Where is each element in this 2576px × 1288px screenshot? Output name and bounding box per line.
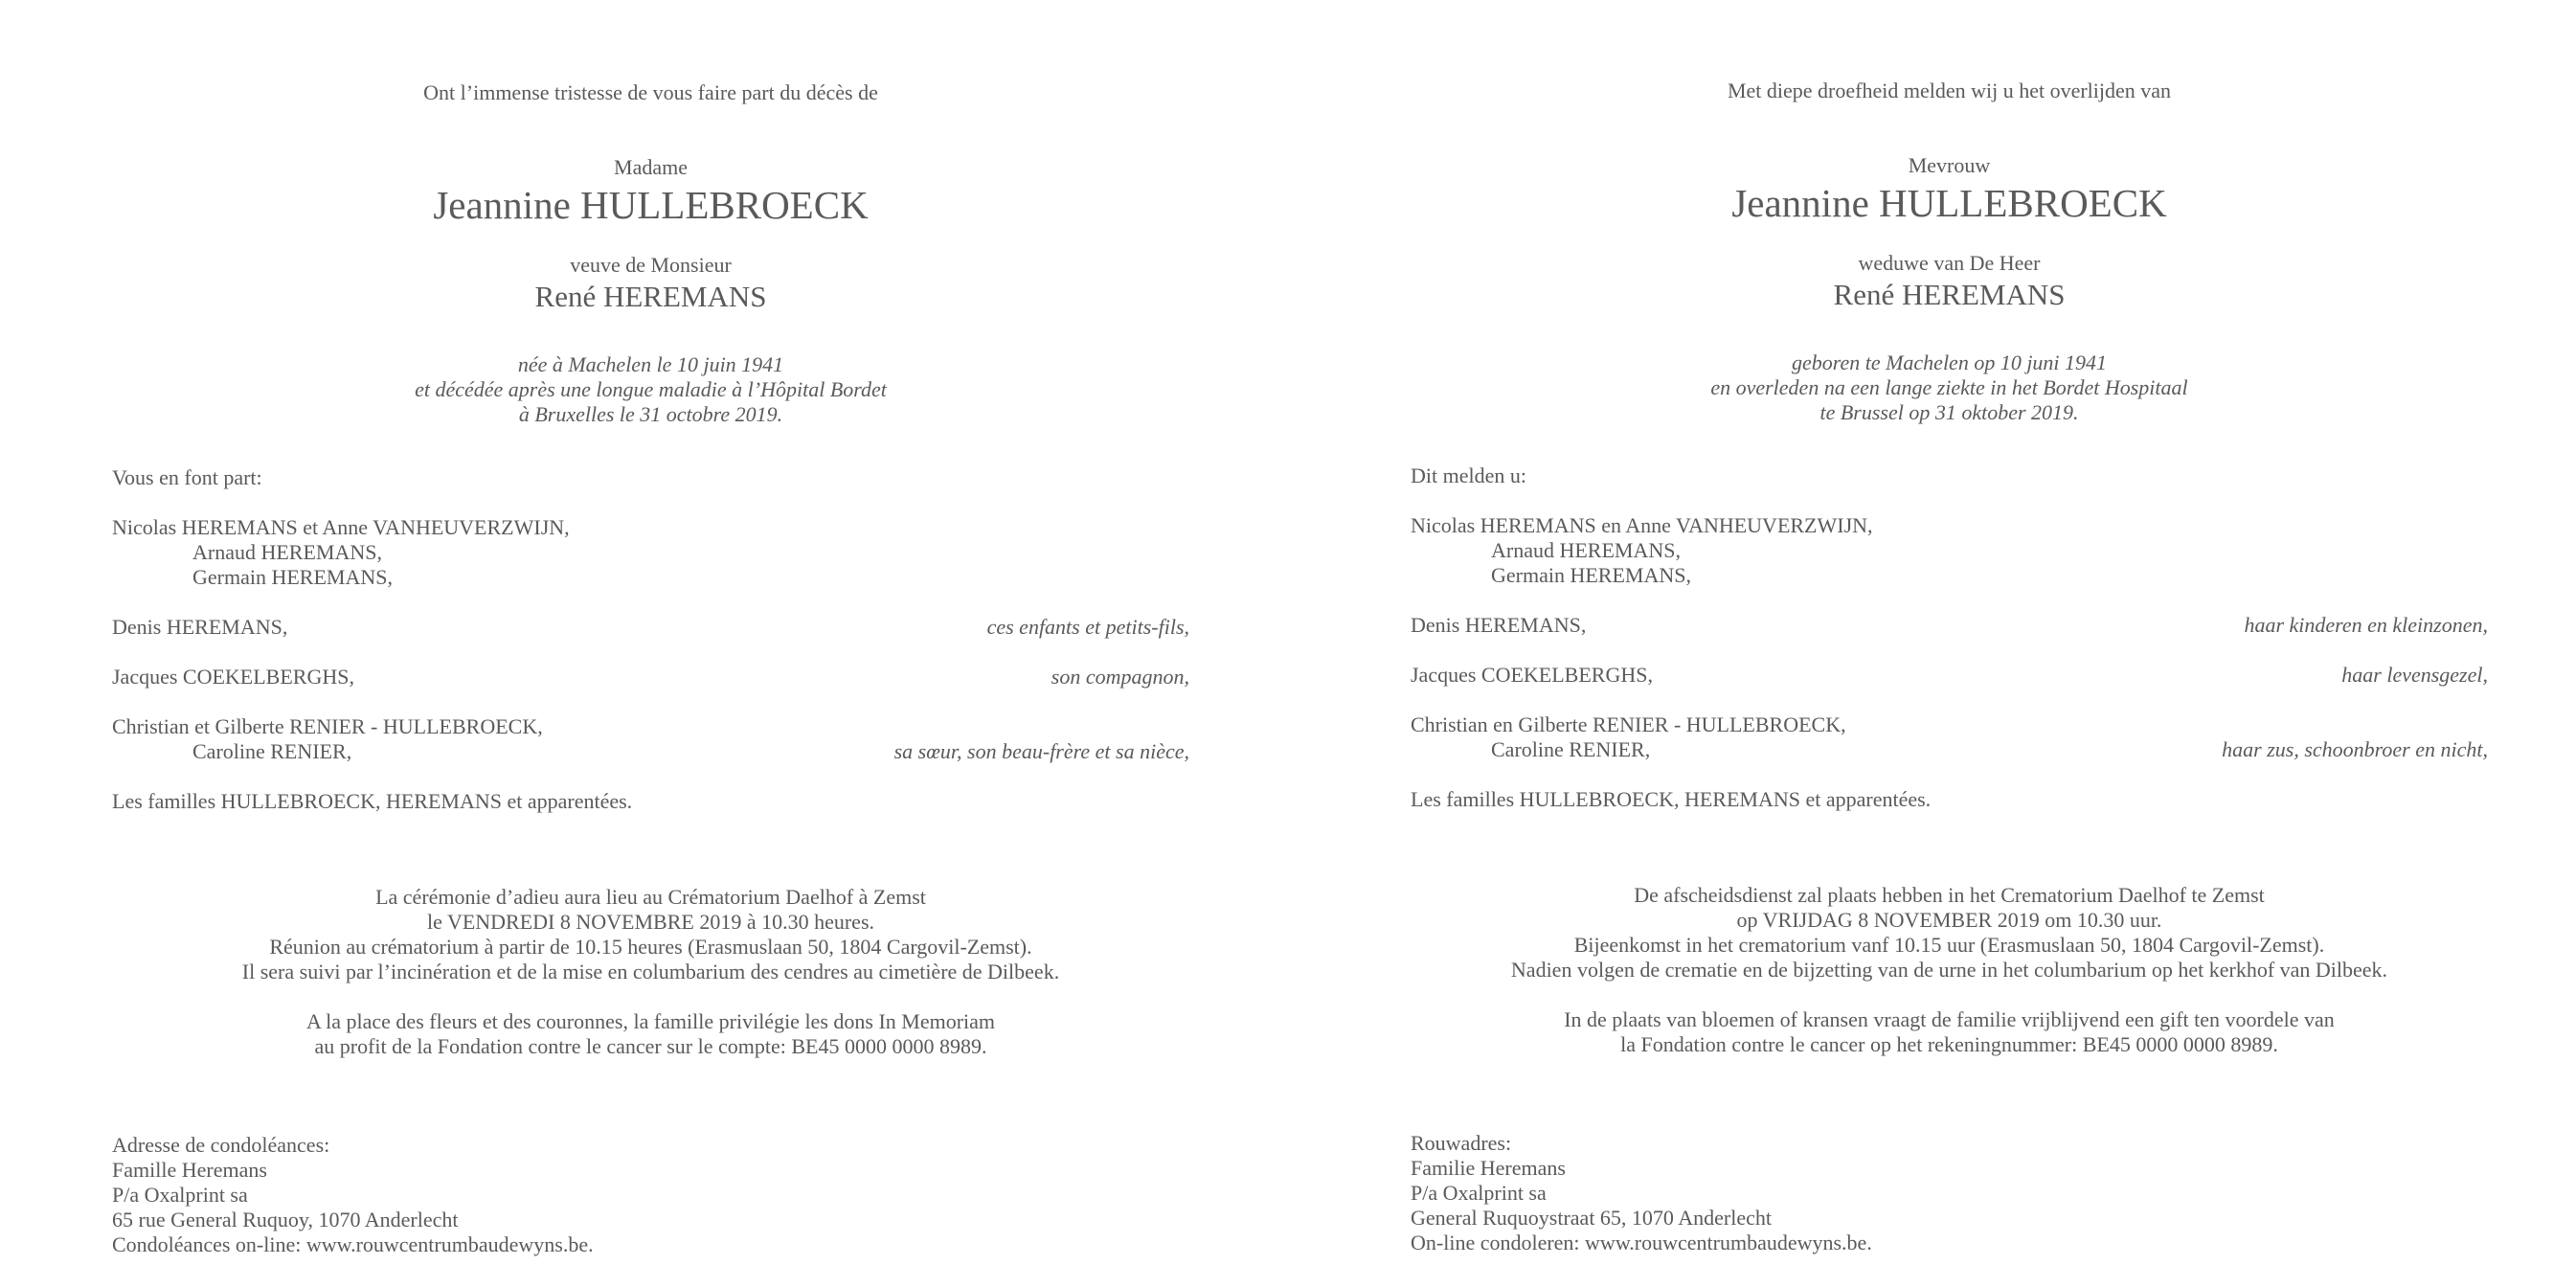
family-member: Jacques COEKELBERGHS, xyxy=(112,665,354,689)
family-member: Les familles HULLEBROECK, HEREMANS et apparentées. xyxy=(112,789,633,813)
deceased-name: Jeannine HULLEBROECK xyxy=(1731,181,2167,225)
spouse-prefix: weduwe van De Heer xyxy=(1858,251,2041,275)
family-member: Arnaud HEREMANS, xyxy=(192,540,382,564)
death-place-line: te Brussel op 31 oktober 2019. xyxy=(1819,400,2079,424)
condolence-address xyxy=(1411,1131,2488,1255)
family-list xyxy=(1411,463,2488,812)
donation-line: la Fondation contre le cancer op het rekeningnummer: BE45 0000 0000 8989. xyxy=(1620,1032,2278,1056)
family-member: Christian en Gilberte RENIER - HULLEBROECK, xyxy=(1411,712,1846,736)
honorific: Mevrouw xyxy=(1908,153,1991,177)
relation-label: haar kinderen en kleinzonen, xyxy=(2244,613,2488,637)
family-row xyxy=(1411,663,2488,688)
death-line: et décédée après une longue maladie à l’Hôpital Bordet xyxy=(415,377,887,401)
family-row xyxy=(1411,737,2488,762)
condolence-address xyxy=(112,1133,1189,1257)
honorific: Madame xyxy=(614,155,688,179)
family-member: Nicolas HEREMANS et Anne VANHEUVERZWIJN, xyxy=(112,515,570,539)
address-line: 65 rue General Ruquoy, 1070 Anderlecht xyxy=(112,1208,459,1232)
ceremony-line: le VENDREDI 8 NOVEMBRE 2019 à 10.30 heures. xyxy=(426,910,875,934)
donation-line: au profit de la Fondation contre le cancer sur le compte: BE45 0000 0000 8989. xyxy=(314,1034,987,1058)
spouse-name: René HEREMANS xyxy=(534,280,767,313)
deceased-name: Jeannine HULLEBROECK xyxy=(433,183,869,227)
ceremony-line: op VRIJDAG 8 NOVEMBER 2019 om 10.30 uur. xyxy=(1736,908,2162,932)
french-column xyxy=(112,0,1189,1288)
address-line: Adresse de condoléances: xyxy=(112,1133,330,1157)
family-row xyxy=(112,665,1189,689)
address-line: Rouwadres: xyxy=(1411,1131,1512,1155)
family-row xyxy=(112,739,1189,764)
family-row xyxy=(112,615,1189,640)
ceremony-line: La cérémonie d’adieu aura lieu au Crématorium Daelhof à Zemst xyxy=(375,885,926,909)
family-member: Arnaud HEREMANS, xyxy=(1491,538,1681,562)
family-member: Denis HEREMANS, xyxy=(1411,613,1587,637)
family-member: Germain HEREMANS, xyxy=(1491,563,1691,587)
relation-label: sa sœur, son beau-frère et sa nièce, xyxy=(893,739,1189,763)
address-line: On-line condoleren: www.rouwcentrumbaudewyns.be. xyxy=(1411,1231,1872,1254)
family-list xyxy=(112,465,1189,814)
dutch-column xyxy=(1411,0,2488,1288)
birth-death-info xyxy=(112,352,1189,427)
deceased-block xyxy=(1411,151,2488,425)
address-line: P/a Oxalprint sa xyxy=(1411,1181,1547,1205)
address-line: Famille Heremans xyxy=(112,1158,267,1182)
family-member: Caroline RENIER, xyxy=(192,739,352,763)
donation-line: In de plaats van bloemen of kransen vraagt de familie vrijblijvend een gift ten voordele van xyxy=(1564,1007,2335,1031)
donation-line: A la place des fleurs et des couronnes, la famille privilégie les dons In Memoriam xyxy=(305,1009,996,1033)
death-place-line: à Bruxelles le 31 octobre 2019. xyxy=(518,402,783,426)
ceremony-line: Bijeenkomst in het crematorium vanf 10.15 uur (Erasmuslaan 50, 1804 Cargovil-Zemst). xyxy=(1573,933,2325,957)
address-line: P/a Oxalprint sa xyxy=(112,1183,248,1207)
ceremony-line: De afscheidsdienst zal plaats hebben in het Crematorium Daelhof te Zemst xyxy=(1634,883,2265,907)
birth-line: née à Machelen le 10 juin 1941 xyxy=(517,352,784,376)
relation-label: haar levensgezel, xyxy=(2341,663,2488,687)
address-line: Condoléances on-line: www.rouwcentrumbaudewyns.be. xyxy=(112,1232,594,1256)
spouse-name: René HEREMANS xyxy=(1833,278,2066,311)
family-member: Denis HEREMANS, xyxy=(112,615,288,639)
address-line: General Ruquoystraat 65, 1070 Anderlecht xyxy=(1411,1206,1772,1230)
address-line: Familie Heremans xyxy=(1411,1156,1566,1180)
ceremony-info xyxy=(112,885,1189,1059)
intro-text: Met diepe droefheid melden wij u het overlijden van xyxy=(1727,79,2172,102)
relation-label: haar zus, schoonbroer en nicht, xyxy=(2222,737,2488,761)
ceremony-info xyxy=(1411,883,2488,1057)
family-member: Germain HEREMANS, xyxy=(192,565,393,589)
birth-line: geboren te Machelen op 10 juni 1941 xyxy=(1791,350,2108,374)
family-member: Nicolas HEREMANS en Anne VANHEUVERZWIJN, xyxy=(1411,513,1873,537)
ceremony-line: Réunion au crématorium à partir de 10.15 heures (Erasmuslaan 50, 1804 Cargovil-Zemst). xyxy=(269,935,1032,959)
spouse-prefix: veuve de Monsieur xyxy=(570,253,732,277)
deceased-block xyxy=(112,153,1189,427)
intro-text: Ont l’immense tristesse de vous faire part du décès de xyxy=(423,80,878,104)
family-member: Christian et Gilberte RENIER - HULLEBROECK, xyxy=(112,714,543,738)
relation-label: son compagnon, xyxy=(1051,665,1189,689)
birth-death-info xyxy=(1411,350,2488,425)
family-member: Les familles HULLEBROECK, HEREMANS et apparentées. xyxy=(1411,787,1932,811)
family-member: Caroline RENIER, xyxy=(1491,737,1651,761)
relation-label: ces enfants et petits-fils, xyxy=(986,615,1189,639)
announce-label: Dit melden u: xyxy=(1411,463,1526,487)
ceremony-line: Il sera suivi par l’incinération et de la mise en columbarium des cendres au cimetière de Dilbeek. xyxy=(241,960,1060,983)
death-line: en overleden na een lange ziekte in het Bordet Hospitaal xyxy=(1710,375,2188,399)
announce-label: Vous en font part: xyxy=(112,465,262,489)
ceremony-line: Nadien volgen de crematie en de bijzetting van de urne in het columbarium op het kerkhof van Dilbeek. xyxy=(1510,958,2388,982)
family-row xyxy=(1411,613,2488,638)
family-member: Jacques COEKELBERGHS, xyxy=(1411,663,1653,687)
